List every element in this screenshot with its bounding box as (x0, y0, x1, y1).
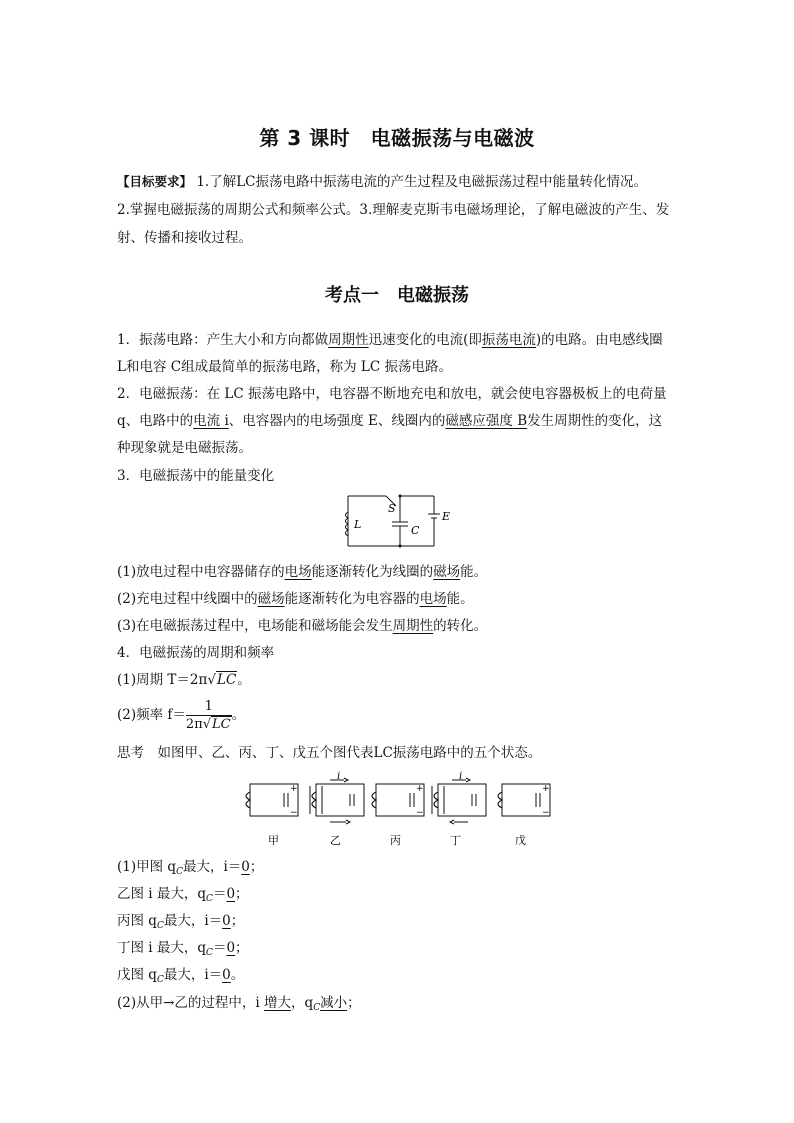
state-label-wu: 戊 (515, 834, 526, 847)
e1-answer-1: 电场 (284, 564, 312, 580)
p4-heading: 4．电磁振荡的周期和频率 (117, 645, 275, 661)
r3-text-c: ； (230, 913, 245, 929)
p1-text-a: 1．振荡电路：产生大小和方向都做 (117, 332, 329, 348)
p2-answer-2: 磁感应强度 B (445, 413, 528, 429)
r2-text-a: 乙图 i 最大，q (117, 886, 207, 902)
r4-answer: 0 (226, 940, 236, 956)
answer-row-2 (117, 884, 679, 909)
state-label-jia: 甲 (268, 834, 279, 847)
r5-answer: 0 (222, 967, 231, 983)
lesson-title: 第 3 课时 电磁振荡与电磁波 (259, 126, 535, 150)
answer-row-3 (117, 911, 679, 936)
answer-row-5 (117, 965, 679, 990)
r1-sub: C (176, 867, 183, 877)
e3-text-a: (3)在电磁振荡过程中，电场能和磁场能会发生 (117, 618, 393, 634)
p2-text-b: 、电容器内的电场强度 E、线圈内的 (228, 413, 446, 429)
r5-text-b: 最大，i＝ (163, 967, 223, 983)
plus-sign: + (290, 784, 298, 794)
freq-text: (2)频率 f＝ (117, 707, 186, 723)
minus-sign: − (290, 808, 298, 818)
think-line: 思考 如图甲、乙、丙、丁、戊五个图代表LC振荡电路中的五个状态。 (117, 745, 542, 761)
r5-sub: C (156, 975, 164, 985)
r3-sub: C (156, 921, 164, 931)
objectives-line-1 (117, 168, 679, 196)
r2-text-c: ； (235, 886, 249, 902)
r6-answer-1: 增大 (264, 995, 292, 1011)
inductor-label: L (354, 518, 362, 531)
energy-line-3 (117, 616, 679, 636)
freq-numerator: 1 (186, 699, 232, 716)
r6-text-b: ，q (291, 995, 314, 1011)
p2-text-a: q、电路中的 (117, 413, 194, 429)
e1-text-b: 能逐渐转化为线圈的 (311, 564, 434, 580)
lc-circuit-diagram (338, 490, 458, 552)
e3-answer-1: 周期性 (392, 618, 434, 634)
period-end: 。 (237, 672, 251, 688)
objectives-tag: 【目标要求】 (117, 174, 193, 189)
e1-answer-2: 磁场 (433, 564, 461, 580)
r2-answer: 0 (226, 886, 236, 902)
e2-text-a: (2)充电过程中线圈中的 (117, 591, 258, 607)
current-label: i (337, 771, 341, 782)
energy-line-1 (117, 562, 679, 582)
objectives-line-2: 2.掌握电磁振荡的周期公式和频率公式。3.理解麦克斯韦电磁场理论，了解电磁波的产生、发 (117, 202, 670, 218)
lc-states-diagram (240, 770, 560, 850)
p1-answer-1: 周期性 (328, 332, 369, 348)
current-label: i (459, 771, 463, 782)
state-label-bing: 丙 (390, 834, 401, 847)
r6-answer-2: 减小 (320, 995, 348, 1011)
p1-line-1 (117, 330, 679, 350)
freq-den-text: 2π (185, 716, 203, 732)
freq-denominator: 2π√LC (185, 716, 231, 732)
e2-answer-1: 磁场 (257, 591, 285, 607)
objectives-line-3: 射、传播和接收过程。 (117, 230, 252, 246)
p2-text-c: 发生周期性的变化，这 (527, 413, 663, 429)
switch-label: S (388, 502, 396, 515)
e2-text-c: 能。 (446, 591, 474, 607)
r2-text-b: ＝ (212, 886, 227, 902)
r5-text-a: 戊图 q (117, 967, 157, 983)
r3-text-a: 丙图 q (117, 913, 157, 929)
objectives-text-1: 1.了解LC振荡电路中振荡电流的产生过程及电磁振荡过程中能量转化情况。 (196, 174, 647, 190)
plus-sign: + (416, 784, 424, 794)
e2-answer-2: 电场 (419, 591, 447, 607)
r2-sub: C (206, 894, 213, 904)
e1-text-c: 能。 (460, 564, 488, 580)
p2-line-1: 2．电磁振荡：在 LC 振荡电路中，电容器不断地充电和放电，就会使电容器极板上的电荷量 (117, 386, 667, 402)
plus-sign: + (542, 784, 550, 794)
p2-line-3: 种现象就是电磁振荡。 (117, 440, 252, 456)
minus-sign: − (542, 808, 550, 818)
freq-fraction (186, 699, 232, 733)
capacitor-label: C (411, 524, 420, 537)
p1-line-2: L和电容 C组成最简单的振荡电路，称为 LC 振荡电路。 (117, 359, 452, 375)
r1-answer: 0 (241, 859, 250, 875)
state-label-yi: 乙 (330, 834, 341, 847)
r1-text-a: (1)甲图 q (117, 859, 177, 875)
e2-text-b: 能逐渐转化为电容器的 (284, 591, 420, 607)
e3-text-b: 的转化。 (433, 618, 488, 634)
answer-row-6 (117, 993, 679, 1018)
r6-text-c: ； (347, 995, 361, 1011)
r5-text-c: 。 (230, 967, 245, 983)
r3-answer: 0 (222, 913, 231, 929)
frequency-formula (117, 698, 679, 733)
r4-text-b: ＝ (212, 940, 227, 956)
energy-line-2 (117, 589, 679, 609)
r4-sub: C (206, 948, 213, 958)
freq-end: 。 (231, 707, 246, 723)
p1-answer-2: 振荡电流 (481, 332, 536, 348)
r6-sub: C (313, 1003, 321, 1013)
freq-radicand: LC (212, 716, 231, 732)
p3-heading: 3．电磁振荡中的能量变化 (117, 468, 275, 484)
p1-text-c: )的电路。由电感线圈 (535, 332, 663, 348)
r1-text-c: ； (249, 859, 264, 875)
answer-row-4 (117, 938, 679, 963)
r3-text-b: 最大，i＝ (163, 913, 223, 929)
r1-text-b: 最大，i＝ (182, 859, 242, 875)
p1-text-b: 迅速变化的电流(即 (368, 332, 482, 348)
r4-text-a: 丁图 i 最大，q (117, 940, 207, 956)
r4-text-c: ； (235, 940, 249, 956)
r6-text-a: (2)从甲→乙的过程中，i (117, 995, 265, 1011)
state-label-ding: 丁 (450, 834, 461, 847)
battery-label: E (442, 510, 451, 523)
period-text: (1)周期 T＝2π (117, 672, 208, 688)
minus-sign: − (416, 808, 424, 818)
period-radicand: LC (217, 672, 237, 688)
p2-answer-1: 电流 i (193, 413, 229, 429)
answer-row-1 (117, 857, 679, 882)
e1-text-a: (1)放电过程中电容器储存的 (117, 564, 285, 580)
section-title: 考点一 电磁振荡 (325, 285, 469, 306)
p2-line-2 (117, 411, 679, 431)
period-formula: (1)周期 T＝2π√LC。 (117, 672, 251, 688)
